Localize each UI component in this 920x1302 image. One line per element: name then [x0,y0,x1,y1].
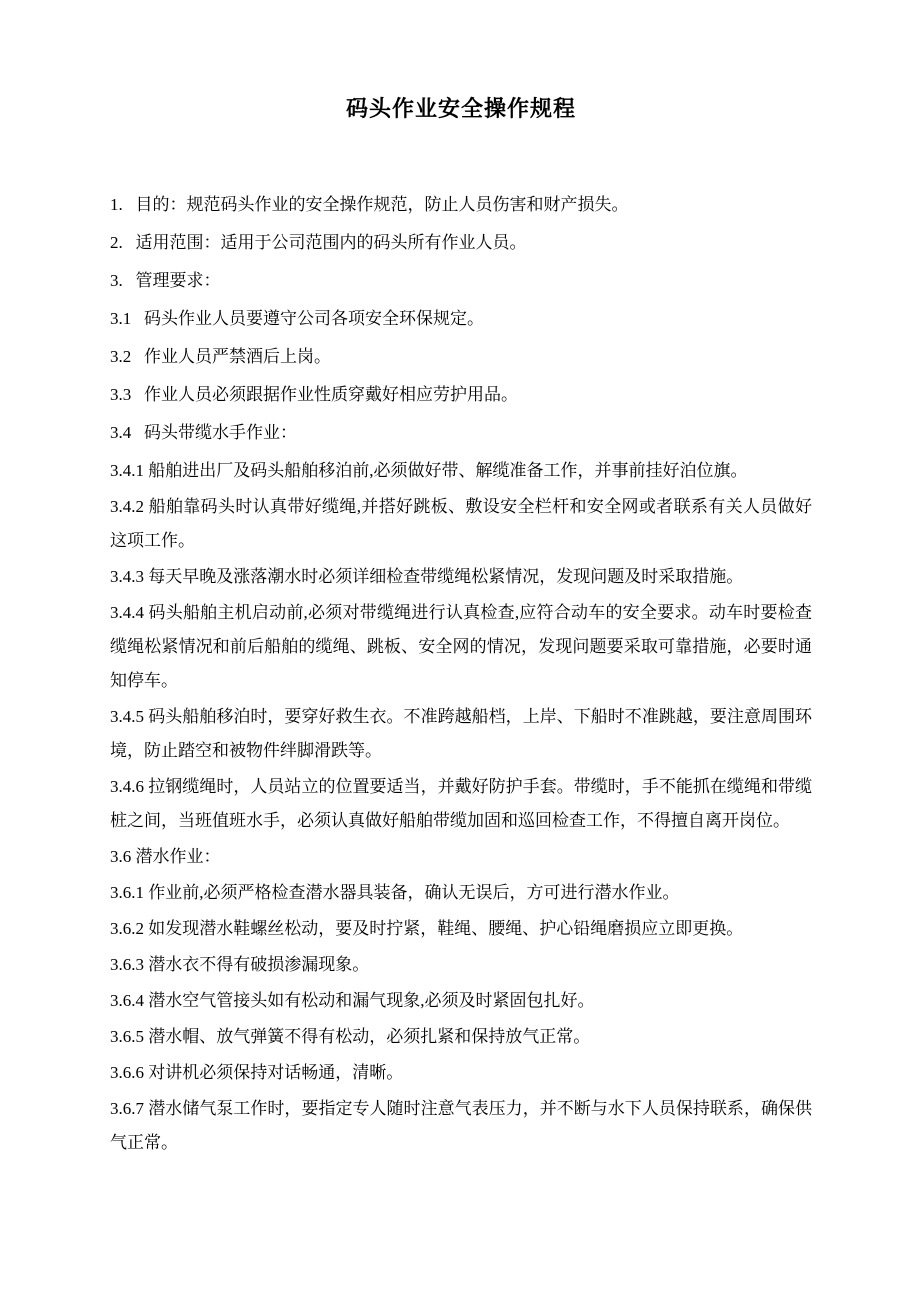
paragraph-3-6-2: 3.6.2 如发现潜水鞋螺丝松动，要及时拧紧，鞋绳、腰绳、护心铅绳磨损应立即更换。 [110,918,744,938]
paragraph-3-4-4: 3.4.4 码头船舶主机启动前,必须对带缆绳进行认真检查,应符合动车的安全要求。动车时要检查缆绳松紧情况和前后船舶的缆绳、跳板、安全网的情况，发现问题要采取可靠措施，必要时通知停车。 [110,602,812,690]
paragraph-3-6-7: 3.6.7 潜水储气泵工作时，要指定专人随时注意气表压力，并不断与水下人员保持联系，确保供气正常。 [110,1098,812,1152]
paragraph-3-4-3: 3.4.3 每天早晚及涨落潮水时必须详细检查带缆绳松紧情况，发现问题及时采取措施。 [110,566,744,586]
paragraph-purpose: 1. 目的：规范码头作业的安全操作规范，防止人员伤害和财产损失。 [110,194,629,214]
paragraph-scope: 2. 适用范围：适用于公司范围内的码头所有作业人员。 [110,232,527,252]
paragraph-3-6-5: 3.6.5 潜水帽、放气弹簧不得有松动，必须扎紧和保持放气正常。 [110,1026,591,1046]
paragraph-3-4-heading: 3.4 码头带缆水手作业： [110,422,297,442]
page-title: 码头作业安全操作规程 [345,96,576,121]
paragraph-3-6-4: 3.6.4 潜水空气管接头如有松动和漏气现象,必须及时紧固包扎好。 [110,990,595,1010]
paragraph-3-2: 3.2 作业人员严禁酒后上岗。 [110,346,331,366]
paragraph-3-6-1: 3.6.1 作业前,必须严格检查潜水器具装备，确认无误后，方可进行潜水作业。 [110,882,680,902]
paragraph-3-6-heading: 3.6 潜水作业： [110,846,221,866]
paragraph-3-4-2: 3.4.2 船舶靠码头时认真带好缆绳,并搭好跳板、敷设安全栏杆和安全网或者联系有关人员做好这项工作。 [110,496,812,550]
paragraph-3-1: 3.1 码头作业人员要遵守公司各项安全环保规定。 [110,308,484,328]
paragraph-3-3: 3.3 作业人员必须跟据作业性质穿戴好相应劳护用品。 [110,384,518,404]
paragraph-3-4-6: 3.4.6 拉钢缆绳时，人员站立的位置要适当，并戴好防护手套。带缆时，手不能抓在缆绳和带缆桩之间，当班值班水手，必须认真做好船舶带缆加固和巡回检查工作，不得擅自离开岗位。 [110,776,812,830]
paragraph-3-4-1: 3.4.1 船舶进出厂及码头船舶移泊前,必须做好带、解缆准备工作，并事前挂好泊位旗。 [110,460,748,480]
document-body [110,188,812,1160]
paragraph-3-4-5: 3.4.5 码头船舶移泊时，要穿好救生衣。不准跨越船档，上岸、下船时不准跳越，要注意周围环境，防止踏空和被物件绊脚滑跌等。 [110,706,812,760]
paragraph-3-6-3: 3.6.3 潜水衣不得有破损渗漏现象。 [110,954,370,974]
paragraph-3-6-6: 3.6.6 对讲机必须保持对话畅通，清晰。 [110,1062,404,1082]
paragraph-management-heading: 3. 管理要求： [110,270,221,290]
